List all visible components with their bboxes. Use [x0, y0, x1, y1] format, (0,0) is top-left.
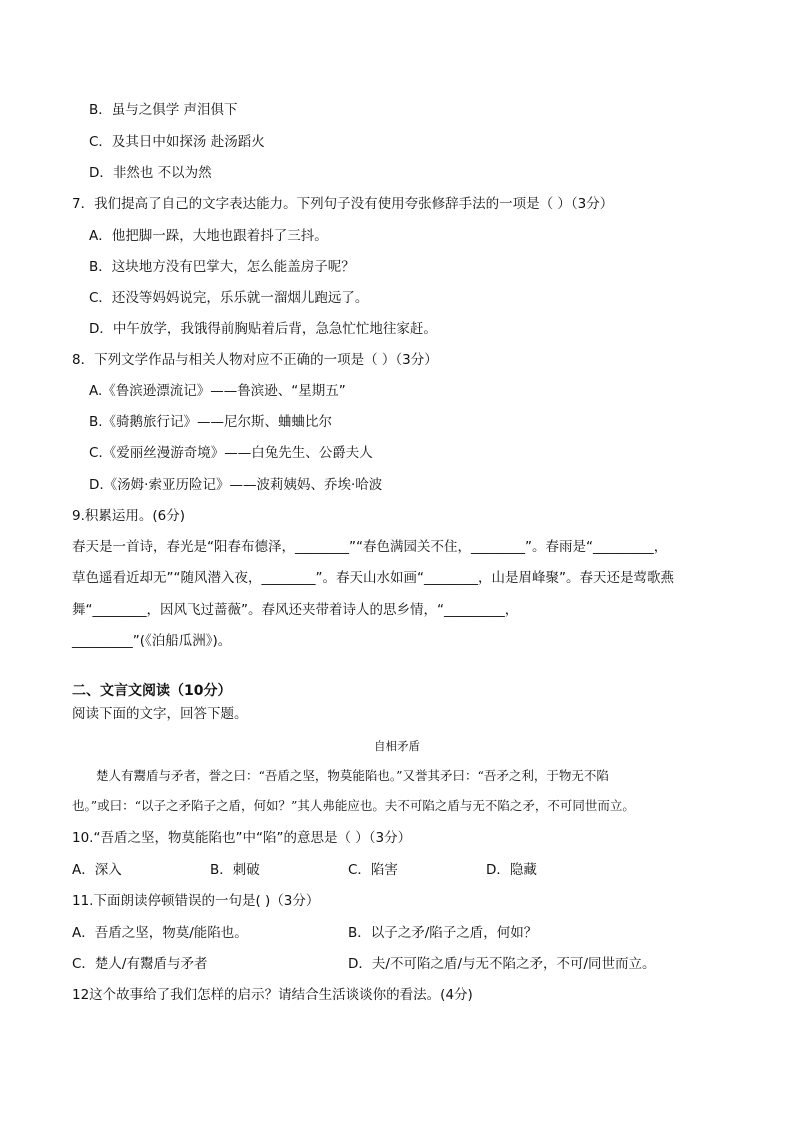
q8-option-c: C.《爱丽丝漫游奇境》——白兔先生、公爵夫人 [89, 445, 373, 461]
q9-line-3: 舞“________，因风飞过蔷薇”。春风还夹带着诗人的思乡情，“_________， [72, 602, 519, 618]
q12-stem: 12这个故事给了我们怎样的启示？请结合生活谈谈你的看法。(4分) [72, 987, 473, 1003]
q10-option-a: A．深入 [72, 862, 122, 878]
q7-option-b: B．这块地方没有巴掌大，怎么能盖房子呢？ [89, 259, 355, 275]
q9-line-1: 春天是一首诗，春光是“阳春布德泽，________”“春色满园关不住，________”。春雨是“_________， [72, 539, 668, 555]
q6-option-b: B．虽与之俱学 声泪俱下 [89, 102, 238, 118]
q10-option-d: D．隐藏 [486, 862, 537, 878]
q7-option-c: C．还没等妈妈说完，乐乐就一溜烟儿跑远了。 [89, 290, 369, 306]
q10-option-b: B．刺破 [210, 862, 260, 878]
q6-option-d: D．非然也 不以为然 [89, 165, 212, 181]
q7-option-d: D．中午放学，我饿得前胸贴着后背，急急忙忙地往家赶。 [89, 321, 437, 337]
section-instruction: 阅读下面的文字，回答下题。 [72, 706, 248, 722]
q9-line-2: 草色遥看近却无”“随风潜入夜，________”。春天山水如画“________，山是眉峰聚”。春天还是莺歌燕 [72, 570, 674, 586]
q10-stem: 10.“吾盾之坚，物莫能陷也”中“陷”的意思是（ ）（3分） [72, 830, 412, 846]
q8-option-d: D.《汤姆·索亚历险记》——波莉姨妈、乔埃·哈波 [89, 477, 383, 493]
q11-option-d: D．夫/不可陷之盾/与无不陷之矛，不可/同世而立。 [348, 956, 656, 972]
passage-line-2: 也。”或曰：“以子之矛陷子之盾，何如？”其人弗能应也。夫不可陷之盾与无不陷之矛，不可同世而立。 [72, 798, 635, 813]
q11-option-a: A．吾盾之坚，物莫/能陷也。 [72, 925, 248, 941]
q10-option-c: C．陷害 [348, 862, 398, 878]
q8-stem: 8．下列文学作品与相关人物对应不正确的一项是（ ）（3分） [72, 352, 438, 368]
passage-line-1: 楚人有鬻盾与矛者，誉之曰：“吾盾之坚，物莫能陷也。”又誉其矛曰：“吾矛之利，于物无不陷 [96, 768, 609, 783]
section-heading: 二、文言文阅读（10分） [72, 683, 232, 699]
q8-option-b: B.《骑鹅旅行记》——尼尔斯、蛐蛐比尔 [89, 414, 333, 430]
passage-title: 自相矛盾 [374, 739, 420, 753]
q9-line-4: _________”(《泊船瓜洲》)。 [72, 633, 232, 649]
q11-option-c: C．楚人/有鬻盾与矛者 [72, 956, 208, 972]
q7-stem: 7．我们提高了自己的文字表达能力。下列句子没有使用夸张修辞手法的一项是（ ）（3分） [72, 196, 614, 212]
q11-option-b: B．以子之矛/陷子之盾，何如？ [348, 925, 538, 941]
q6-option-c: C．及其日中如探汤 赴汤蹈火 [89, 134, 265, 150]
q7-option-a: A．他把脚一跺，大地也跟着抖了三抖。 [89, 228, 328, 244]
q9-stem: 9.积累运用。(6分) [72, 508, 186, 524]
q8-option-a: A.《鲁滨逊漂流记》——鲁滨逊、“星期五” [89, 383, 346, 399]
q11-stem: 11.下面朗读停顿错误的一句是( )（3分） [72, 893, 320, 909]
